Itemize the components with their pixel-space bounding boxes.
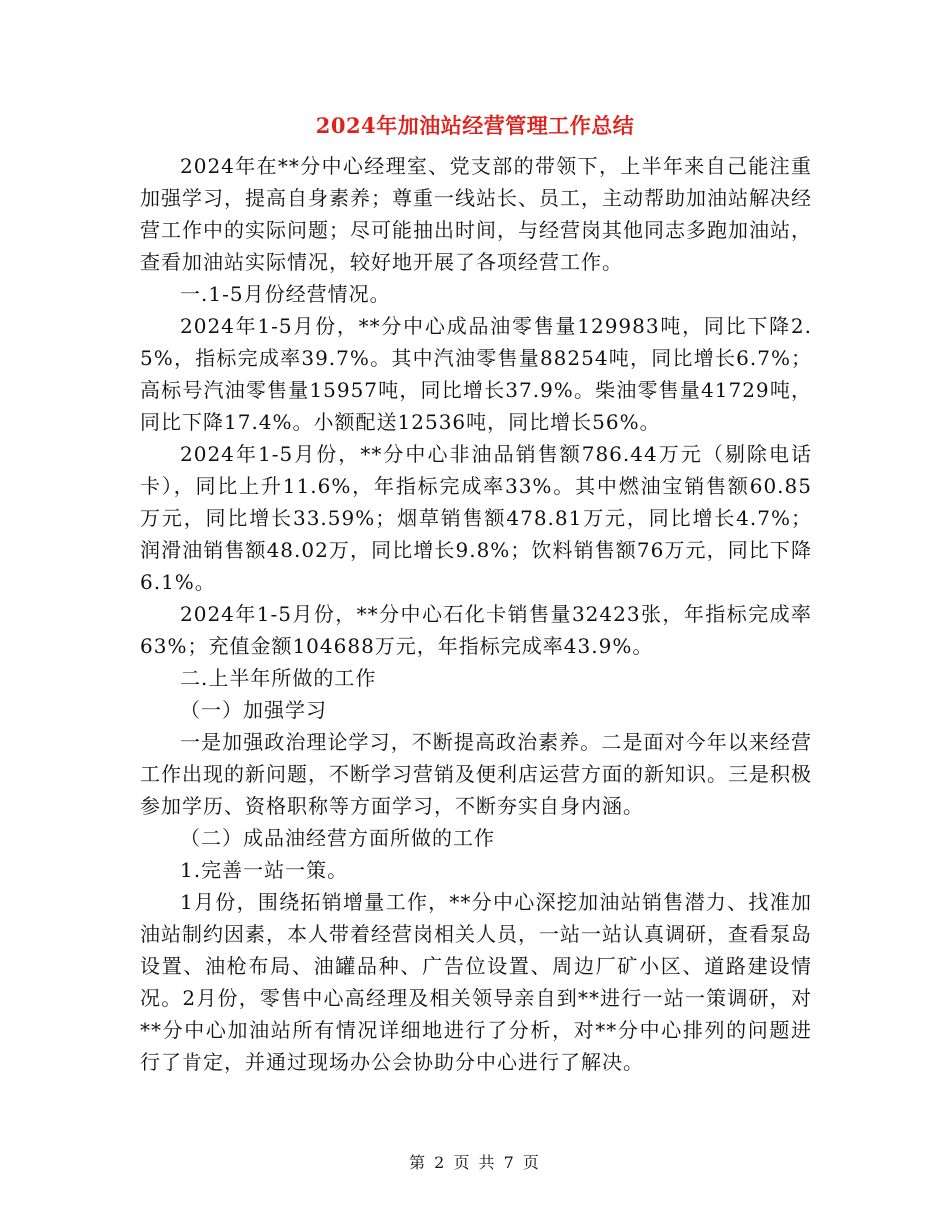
subsection-heading-2: （二）成品油经营方面所做的工作 [180, 826, 495, 850]
paragraph-non-oil-sales: 2024年1-5月份，**分中心非油品销售额786.44万元（剔除电话卡），同比上升11.6%，年指标完成率33%。其中燃油宝销售额60.85万元，同比增长33.59%；烟草销售额478.81万元，同比增长4.7%；润滑油销售额48.02万，同比增长9.8%；饮料销售额76万元，同比下降6.1%。 [140, 442, 812, 594]
page-footer: 第 2 页 共 7 页 [409, 1153, 541, 1172]
paragraph-intro: 2024年在**分中心经理室、党支部的带领下，上半年来自己能注重加强学习，提高自身素养；尊重一线站长、员工，主动帮助加油站解决经营工作中的实际问题；尽可能抽出时间，与经营岗其他同志多跑加油站，查看加油站实际情况，较好地开展了各项经营工作。 [140, 154, 812, 274]
paragraph-card-sales: 2024年1-5月份，**分中心石化卡销售量32423张，年指标完成率63%；充值金额104688万元，年指标完成率43.9%。 [140, 602, 812, 658]
paragraph-one-station-one-policy: 1月份，围绕拓销增量工作，**分中心深挖加油站销售潜力、找准加油站制约因素，本人带着经营岗相关人员，一站一站认真调研，查看泵岛设置、油枪布局、油罐品种、广告位设置、周边厂矿小区、道路建设情况。2月份，零售中心高经理及相关领导亲自到**进行一站一策调研，对**分中心加油站所有情况详细地进行了分析，对**分中心排列的问题进行了肯定，并通过现场办公会协助分中心进行了解决。 [140, 890, 812, 1074]
paragraph-fuel-sales: 2024年1-5月份，**分中心成品油零售量129983吨，同比下降2.5%，指标完成率39.7%。其中汽油零售量88254吨，同比增长6.7%；高标号汽油零售量15957吨，同比增长37.9%。柴油零售量41729吨，同比下降17.4%。小额配送12536吨，同比增长56%。 [140, 314, 812, 434]
section-heading-2: 二.上半年所做的工作 [180, 666, 377, 690]
subsection-heading-1: （一）加强学习 [180, 698, 327, 722]
section-heading-1: 一.1-5月份经营情况。 [180, 282, 391, 306]
document-body [140, 150, 812, 1078]
item-heading-1: 1.完善一站一策。 [180, 858, 349, 882]
paragraph-study: 一是加强政治理论学习，不断提高政治素养。二是面对今年以来经营工作出现的新问题，不断学习营销及便利店运营方面的新知识。三是积极参加学历、资格职称等方面学习，不断夯实自身内涵。 [140, 730, 812, 818]
document-title: 2024年加油站经营管理工作总结 [315, 113, 635, 138]
